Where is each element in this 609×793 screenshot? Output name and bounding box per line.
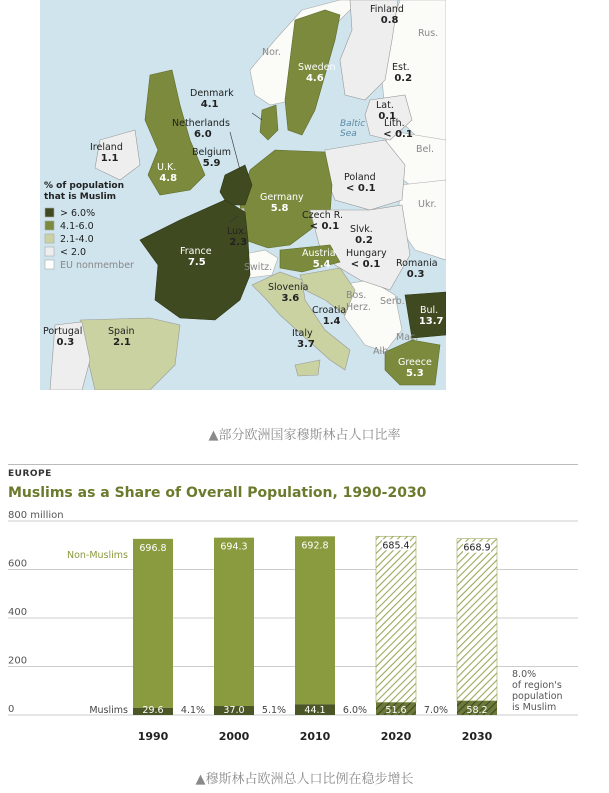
legend-swatch-3: [45, 247, 54, 256]
country-value-finland: 0.8: [380, 15, 399, 26]
country-label-czech-r-: Czech R.: [302, 210, 344, 221]
country-label-lith-: Lith.: [384, 118, 405, 129]
value-label-muslim-2010: 44.1: [304, 705, 326, 716]
value-label-muslim-1990: 29.6: [142, 705, 164, 716]
country-label-slovenia: Slovenia: [268, 282, 309, 293]
country-value-france: 7.5: [187, 257, 206, 268]
final-note-line-2: population: [512, 691, 563, 702]
country-value-sweden: 4.6: [305, 73, 324, 84]
country-label-croatia: Croatia: [312, 305, 347, 316]
legend-label-0: > 6.0%: [60, 208, 96, 219]
country-value-austria: 5.4: [312, 259, 331, 270]
bar-chart-panel: [0, 455, 609, 755]
country-value-italy: 3.7: [297, 339, 315, 350]
value-label-muslim-2000: 37.0: [223, 705, 245, 716]
legend-title-line2: that is Muslim: [44, 192, 117, 202]
value-label-nonmuslim-2010: 692.8: [301, 540, 329, 552]
country-label-ukr-: Ukr.: [418, 199, 437, 210]
country-label-greece: Greece: [398, 357, 432, 368]
country-value-poland: < 0.1: [346, 183, 376, 194]
country-value-lith-: < 0.1: [383, 129, 413, 140]
legend-swatch-2: [45, 234, 54, 243]
country-label-denmark: Denmark: [190, 88, 234, 99]
legend-label-2: 2.1-4.0: [60, 234, 94, 245]
country-label-switz-: Switz.: [244, 262, 273, 273]
country-value-romania: 0.3: [406, 269, 425, 280]
series-label-muslims: Muslims: [89, 705, 128, 716]
legend-swatch-0: [45, 208, 54, 217]
legend-label-4: EU nonmember: [60, 260, 134, 271]
ytick-label-400: 400: [8, 607, 28, 618]
country-label-slvk-: Slvk.: [350, 224, 373, 235]
country-value-u-k-: 4.8: [159, 173, 178, 184]
bar-nonmuslim-1990: [133, 539, 173, 708]
country-label-poland: Poland: [344, 172, 376, 183]
value-label-muslim-2020: 51.6: [385, 705, 407, 716]
final-note-line-0: 8.0%: [512, 669, 537, 680]
country-label-bul-: Bul.: [420, 305, 439, 316]
share-label-2010: 6.0%: [342, 705, 368, 716]
country-label-est-: Est.: [392, 62, 410, 73]
country-label-nor-: Nor.: [262, 47, 281, 58]
country-value-denmark: 4.1: [200, 99, 219, 110]
country-label-netherlands: Netherlands: [172, 118, 230, 129]
country-label-herz-: Herz.: [346, 302, 371, 313]
country-value-est-: 0.2: [394, 73, 413, 84]
legend-label-1: 4.1-6.0: [60, 221, 94, 232]
chart-caption: ▲穆斯林占欧洲总人口比例在稳步增长: [195, 772, 414, 787]
country-value-spain: 2.1: [113, 337, 131, 348]
country-label-ireland: Ireland: [90, 142, 123, 153]
legend-swatch-1: [45, 221, 54, 230]
value-label-muslim-2030: 58.2: [466, 705, 488, 716]
legend-label-3: < 2.0: [60, 247, 87, 258]
country-label-lux-: Lux.: [227, 226, 247, 237]
country-label-rus-: Rus.: [418, 28, 439, 39]
bar-nonmuslim-2010: [295, 536, 335, 704]
category-label-2020: 2020: [380, 730, 412, 743]
share-label-1990: 4.1%: [180, 705, 206, 716]
country-label-serb-: Serb.: [380, 296, 405, 307]
europe-map-panel: [40, 0, 446, 390]
map-legend: [40, 175, 160, 287]
country-value-belgium: 5.9: [202, 158, 221, 169]
category-label-2010: 2010: [299, 730, 331, 743]
country-value-ireland: 1.1: [100, 153, 119, 164]
country-value-netherlands: 6.0: [193, 129, 212, 140]
bar-chart: [0, 455, 609, 755]
country-label-hungary: Hungary: [346, 248, 387, 259]
country-value-greece: 5.3: [405, 368, 424, 379]
baltic-sea-label-2: Sea: [340, 129, 357, 139]
country-label-bos-: Bos.: [346, 290, 367, 301]
country-label-mac-: Mac.: [396, 332, 419, 343]
value-label-nonmuslim-1990: 696.8: [139, 542, 167, 554]
value-label-nonmuslim-2030: 668.9: [463, 542, 491, 554]
share-label-2020: 7.0%: [423, 705, 449, 716]
legend-title-line1: % of population: [44, 181, 124, 191]
country-value-czech-r-: < 0.1: [309, 221, 340, 232]
country-value-slovenia: 3.6: [281, 293, 300, 304]
bar-nonmuslim-2000: [214, 538, 254, 706]
legend-swatch-4: [45, 260, 54, 269]
ytick-label-0: 0: [8, 704, 15, 715]
ytick-label-200: 200: [8, 655, 28, 667]
country-label-lat-: Lat.: [376, 100, 394, 111]
baltic-sea-label-1: Baltic: [340, 119, 366, 129]
country-label-belgium: Belgium: [192, 147, 231, 158]
country-value-lux-: 2.3: [229, 237, 248, 248]
country-label-sweden: Sweden: [298, 62, 336, 73]
category-label-2000: 2000: [218, 730, 250, 743]
country-label-austria: Austria: [302, 248, 336, 259]
category-label-2030: 2030: [461, 730, 493, 743]
final-note-line-3: is Muslim: [512, 702, 557, 713]
country-label-italy: Italy: [292, 328, 313, 339]
country-value-croatia: 1.4: [322, 316, 341, 327]
final-note-line-1: of region's: [512, 680, 562, 691]
category-label-1990: 1990: [137, 730, 169, 743]
country-label-france: France: [180, 246, 212, 257]
country-label-u-k-: U.K.: [157, 162, 177, 173]
map-caption: ▲部分欧洲国家穆斯林占人口比率: [208, 428, 401, 443]
country-label-romania: Romania: [396, 258, 438, 269]
country-label-germany: Germany: [260, 192, 304, 203]
value-label-nonmuslim-2000: 694.3: [220, 541, 248, 553]
country-value-portugal: 0.3: [56, 337, 75, 348]
country-value-hungary: < 0.1: [350, 259, 381, 270]
share-label-2000: 5.1%: [261, 705, 287, 716]
bar-nonmuslim-2020: [376, 536, 416, 702]
country-label-portugal: Portugal: [43, 326, 83, 337]
chart-kicker: EUROPE: [8, 469, 52, 479]
country-label-spain: Spain: [108, 326, 135, 337]
ytick-label-600: 600: [8, 558, 28, 570]
ytick-label-800: 800 million: [8, 510, 64, 521]
country-value-germany: 5.8: [270, 203, 289, 214]
country-label-finland: Finland: [370, 4, 404, 15]
series-label-nonmuslims: Non-Muslims: [66, 550, 128, 562]
europe-map: [40, 0, 446, 390]
bar-nonmuslim-2030: [457, 539, 497, 701]
country-label-alb-: Alb.: [373, 346, 392, 357]
country-value-bul-: 13.7: [418, 316, 444, 327]
country-value-lat-: 0.1: [378, 111, 397, 122]
chart-title: Muslims as a Share of Overall Population, 1990-2030: [8, 485, 427, 501]
value-label-nonmuslim-2020: 685.4: [382, 540, 410, 552]
country-value-slvk-: 0.2: [355, 235, 373, 246]
country-label-bel-: Bel.: [416, 144, 435, 155]
